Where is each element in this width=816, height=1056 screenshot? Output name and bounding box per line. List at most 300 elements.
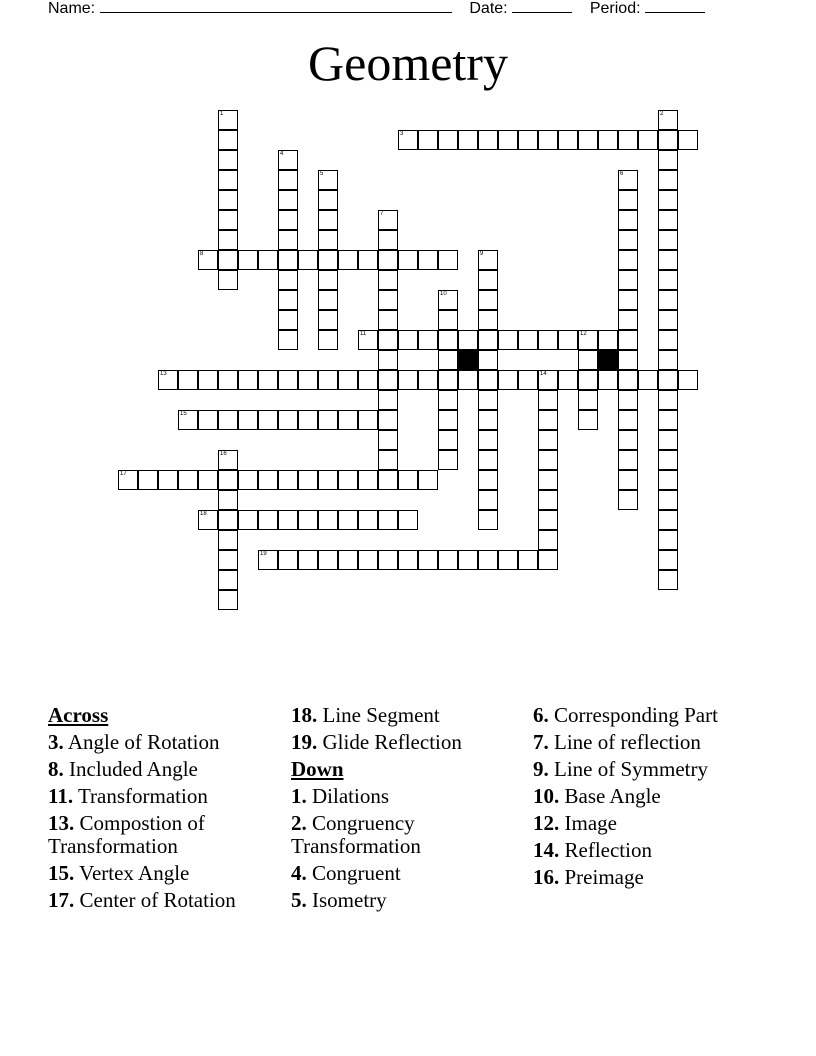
black-square: [598, 350, 618, 370]
crossword-cell[interactable]: [598, 130, 618, 150]
crossword-cell[interactable]: [198, 370, 218, 390]
clue-item-text: Base Angle: [564, 784, 661, 808]
crossword-cell[interactable]: [318, 210, 338, 230]
crossword-cell[interactable]: [318, 550, 338, 570]
crossword-cell[interactable]: [318, 230, 338, 250]
crossword-cell[interactable]: [318, 170, 338, 190]
crossword-cell[interactable]: [178, 470, 198, 490]
crossword-cell[interactable]: [618, 390, 638, 410]
crossword-cell[interactable]: [538, 470, 558, 490]
black-square: [458, 350, 478, 370]
crossword-cell[interactable]: [618, 470, 638, 490]
clue-item-number: 13.: [48, 811, 75, 835]
crossword-cell[interactable]: [658, 330, 678, 350]
crossword-cell[interactable]: [538, 370, 558, 390]
crossword-cell[interactable]: [438, 250, 458, 270]
crossword-cell[interactable]: [238, 370, 258, 390]
crossword-cell[interactable]: [478, 290, 498, 310]
clue-item: [291, 889, 516, 912]
crossword-cell[interactable]: [438, 410, 458, 430]
crossword-cell[interactable]: [298, 250, 318, 270]
crossword-cell[interactable]: [318, 310, 338, 330]
down-heading: Down: [291, 757, 344, 781]
crossword-cell[interactable]: [278, 410, 298, 430]
crossword-cell[interactable]: [358, 410, 378, 430]
crossword-cell[interactable]: [438, 130, 458, 150]
crossword-cell[interactable]: [578, 130, 598, 150]
crossword-cell[interactable]: [658, 550, 678, 570]
clue-item-number: 17.: [48, 888, 75, 912]
clue-number: 7: [380, 211, 384, 217]
crossword-cell[interactable]: [358, 470, 378, 490]
clue-number: 10: [440, 291, 447, 297]
crossword-cell[interactable]: [478, 550, 498, 570]
crossword-cell[interactable]: [138, 470, 158, 490]
crossword-cell[interactable]: [218, 470, 238, 490]
crossword-cell[interactable]: [378, 290, 398, 310]
crossword-cell[interactable]: [618, 450, 638, 470]
crossword-cell[interactable]: [398, 470, 418, 490]
crossword-cell[interactable]: [218, 170, 238, 190]
crossword-cell[interactable]: [478, 270, 498, 290]
crossword-cell[interactable]: [358, 250, 378, 270]
crossword-cell[interactable]: [258, 550, 278, 570]
crossword-cell[interactable]: [618, 210, 638, 230]
crossword-cell[interactable]: [638, 370, 658, 390]
crossword-cell[interactable]: [238, 410, 258, 430]
crossword-cell[interactable]: [658, 210, 678, 230]
crossword-cell[interactable]: [438, 350, 458, 370]
crossword-cell[interactable]: [658, 490, 678, 510]
crossword-cell[interactable]: [278, 290, 298, 310]
crossword-cell[interactable]: [658, 450, 678, 470]
crossword-cell[interactable]: [258, 250, 278, 270]
crossword-cell[interactable]: [198, 250, 218, 270]
crossword-cell[interactable]: [338, 370, 358, 390]
clue-number: 11: [360, 331, 367, 337]
crossword-cell[interactable]: [478, 330, 498, 350]
clue-item: [48, 758, 273, 781]
crossword-cell[interactable]: [318, 270, 338, 290]
crossword-cell[interactable]: [378, 270, 398, 290]
crossword-cell[interactable]: [398, 250, 418, 270]
crossword-cell[interactable]: [538, 450, 558, 470]
crossword-cell[interactable]: [658, 430, 678, 450]
crossword-cell[interactable]: [618, 130, 638, 150]
crossword-cell[interactable]: [658, 150, 678, 170]
clue-number: 9: [480, 251, 484, 257]
clue-number: 17: [120, 471, 127, 477]
crossword-cell[interactable]: [498, 370, 518, 390]
clue-item-number: 10.: [533, 784, 560, 808]
crossword-cell[interactable]: [658, 130, 678, 150]
clue-item-text: Preimage: [564, 865, 644, 889]
crossword-cell[interactable]: [258, 370, 278, 390]
clue-number: 4: [280, 151, 284, 157]
clue-item: [291, 812, 516, 858]
crossword-cell[interactable]: [538, 530, 558, 550]
crossword-cell[interactable]: [478, 310, 498, 330]
crossword-cell[interactable]: [618, 330, 638, 350]
crossword-cell[interactable]: [198, 410, 218, 430]
clue-number: 13: [160, 371, 167, 377]
crossword-cell[interactable]: [378, 430, 398, 450]
clue-number: 3: [400, 131, 404, 137]
date-label: Date:: [469, 0, 508, 17]
clue-item-number: 15.: [48, 861, 75, 885]
crossword-cell[interactable]: [538, 510, 558, 530]
crossword-cell[interactable]: [218, 550, 238, 570]
crossword-cell[interactable]: [338, 470, 358, 490]
clue-item: [48, 889, 273, 912]
crossword-cell[interactable]: [618, 490, 638, 510]
crossword-cell[interactable]: [438, 330, 458, 350]
crossword-cell[interactable]: [478, 510, 498, 530]
crossword-cell[interactable]: [598, 370, 618, 390]
crossword-cell[interactable]: [358, 330, 378, 350]
clue-item-number: 8.: [48, 757, 64, 781]
clue-number: 16: [220, 451, 227, 457]
crossword-cell[interactable]: [198, 510, 218, 530]
clue-number: 2: [660, 111, 664, 117]
clue-item-number: 7.: [533, 730, 549, 754]
crossword-cell[interactable]: [618, 350, 638, 370]
crossword-cell[interactable]: [618, 190, 638, 210]
crossword-cell[interactable]: [478, 390, 498, 410]
clue-item-number: 6.: [533, 703, 549, 727]
crossword-cell[interactable]: [178, 410, 198, 430]
crossword-cell[interactable]: [418, 250, 438, 270]
crossword-cell[interactable]: [218, 490, 238, 510]
crossword-cell[interactable]: [378, 450, 398, 470]
crossword-cell[interactable]: [318, 250, 338, 270]
crossword-cell[interactable]: [278, 250, 298, 270]
crossword-cell[interactable]: [218, 570, 238, 590]
crossword-cell[interactable]: [278, 370, 298, 390]
crossword-cell[interactable]: [118, 470, 138, 490]
crossword-cell[interactable]: [338, 410, 358, 430]
crossword-cell[interactable]: [538, 330, 558, 350]
crossword-cell[interactable]: [358, 550, 378, 570]
clue-item: [533, 839, 773, 862]
crossword-cell[interactable]: [278, 310, 298, 330]
clue-item-text: Transformation: [77, 784, 208, 808]
crossword-cell[interactable]: [318, 410, 338, 430]
crossword-cell[interactable]: [558, 130, 578, 150]
crossword-cell[interactable]: [498, 330, 518, 350]
clue-item: [48, 812, 273, 858]
crossword-cell[interactable]: [478, 430, 498, 450]
page-title: Geometry: [308, 35, 508, 91]
clue-item: [48, 731, 273, 754]
crossword-cell[interactable]: [278, 470, 298, 490]
crossword-cell[interactable]: [378, 550, 398, 570]
crossword-cell[interactable]: [158, 370, 178, 390]
crossword-cell[interactable]: [338, 550, 358, 570]
crossword-cell[interactable]: [678, 370, 698, 390]
crossword-cell[interactable]: [618, 170, 638, 190]
crossword-cell[interactable]: [658, 170, 678, 190]
crossword-cell[interactable]: [378, 370, 398, 390]
crossword-cell[interactable]: [238, 470, 258, 490]
crossword-cell[interactable]: [318, 470, 338, 490]
crossword-cell[interactable]: [658, 230, 678, 250]
crossword-cell[interactable]: [558, 370, 578, 390]
crossword-cell[interactable]: [498, 130, 518, 150]
crossword-cell[interactable]: [498, 550, 518, 570]
crossword-cell[interactable]: [538, 410, 558, 430]
clue-item-number: 1.: [291, 784, 307, 808]
crossword-cell[interactable]: [658, 410, 678, 430]
crossword-cell[interactable]: [558, 330, 578, 350]
crossword-cell[interactable]: [278, 550, 298, 570]
clue-item-text: Congruent: [312, 861, 401, 885]
clue-item: [48, 785, 273, 808]
clue-number: 6: [620, 171, 624, 177]
clue-item-text: Line of reflection: [554, 730, 701, 754]
crossword-cell[interactable]: [218, 210, 238, 230]
crossword-cell[interactable]: [518, 330, 538, 350]
crossword-cell[interactable]: [418, 470, 438, 490]
crossword-cell[interactable]: [618, 270, 638, 290]
crossword-cell[interactable]: [158, 470, 178, 490]
crossword-cell[interactable]: [278, 210, 298, 230]
period-label: Period:: [589, 0, 641, 17]
crossword-cell[interactable]: [618, 230, 638, 250]
crossword-cell[interactable]: [478, 250, 498, 270]
crossword-cell[interactable]: [398, 330, 418, 350]
crossword-cell[interactable]: [658, 370, 678, 390]
clue-column: [291, 704, 516, 916]
clue-item: [533, 785, 773, 808]
crossword-cell[interactable]: [478, 410, 498, 430]
clue-item-text: Center of Rotation: [79, 888, 236, 912]
crossword-cell[interactable]: [318, 370, 338, 390]
crossword-cell[interactable]: [478, 130, 498, 150]
crossword-cell[interactable]: [518, 550, 538, 570]
crossword-cell[interactable]: [458, 550, 478, 570]
crossword-cell[interactable]: [658, 190, 678, 210]
crossword-cell[interactable]: [278, 330, 298, 350]
crossword-cell[interactable]: [578, 390, 598, 410]
crossword-cell[interactable]: [318, 330, 338, 350]
clue-column: [48, 704, 273, 916]
clue-item: [533, 812, 773, 835]
crossword-cell[interactable]: [678, 130, 698, 150]
crossword-cell[interactable]: [218, 130, 238, 150]
crossword-cell[interactable]: [438, 370, 458, 390]
crossword-cell[interactable]: [618, 310, 638, 330]
clue-item-text: Dilations: [312, 784, 389, 808]
crossword-cell[interactable]: [398, 130, 418, 150]
crossword-cell[interactable]: [398, 550, 418, 570]
crossword-cell[interactable]: [318, 510, 338, 530]
clue-item-number: 5.: [291, 888, 307, 912]
crossword-cell[interactable]: [478, 370, 498, 390]
crossword-cell[interactable]: [378, 230, 398, 250]
crossword-cell[interactable]: [218, 450, 238, 470]
crossword-cell[interactable]: [438, 550, 458, 570]
crossword-cell[interactable]: [358, 370, 378, 390]
crossword-cell[interactable]: [378, 510, 398, 530]
clue-item-number: 12.: [533, 811, 560, 835]
crossword-cell[interactable]: [418, 550, 438, 570]
crossword-cell[interactable]: [298, 370, 318, 390]
crossword-cell[interactable]: [278, 270, 298, 290]
clue-item-text: Included Angle: [69, 757, 198, 781]
crossword-cell[interactable]: [218, 110, 238, 130]
crossword-cell[interactable]: [258, 470, 278, 490]
crossword-cell[interactable]: [658, 290, 678, 310]
crossword-cell[interactable]: [378, 410, 398, 430]
crossword-cell[interactable]: [658, 510, 678, 530]
crossword-cell[interactable]: [398, 370, 418, 390]
crossword-cell[interactable]: [518, 370, 538, 390]
crossword-cell[interactable]: [218, 250, 238, 270]
crossword-cell[interactable]: [178, 370, 198, 390]
crossword-cell[interactable]: [618, 410, 638, 430]
crossword-cell[interactable]: [298, 470, 318, 490]
crossword-cell[interactable]: [278, 150, 298, 170]
crossword-cell[interactable]: [578, 330, 598, 350]
crossword-cell[interactable]: [378, 250, 398, 270]
clue-item: [533, 866, 773, 889]
crossword-cell[interactable]: [378, 310, 398, 330]
crossword-cell[interactable]: [658, 390, 678, 410]
crossword-cell[interactable]: [618, 430, 638, 450]
crossword-cell[interactable]: [578, 350, 598, 370]
crossword-cell[interactable]: [618, 250, 638, 270]
crossword-cell[interactable]: [478, 350, 498, 370]
crossword-cell[interactable]: [218, 590, 238, 610]
crossword-cell[interactable]: [298, 510, 318, 530]
clue-item-number: 19.: [291, 730, 318, 754]
clue-number: 18: [200, 511, 207, 517]
crossword-cell[interactable]: [538, 130, 558, 150]
crossword-cell[interactable]: [218, 190, 238, 210]
crossword-cell[interactable]: [598, 330, 618, 350]
clue-item: [533, 731, 773, 754]
clue-item-text: Corresponding Part: [554, 703, 718, 727]
crossword-cell[interactable]: [458, 370, 478, 390]
crossword-cell[interactable]: [398, 510, 418, 530]
crossword-cell[interactable]: [478, 470, 498, 490]
crossword-cell[interactable]: [618, 290, 638, 310]
clue-number: 15: [180, 411, 187, 417]
crossword-cell[interactable]: [298, 550, 318, 570]
crossword-cell[interactable]: [378, 470, 398, 490]
crossword-cell[interactable]: [278, 190, 298, 210]
crossword-cell[interactable]: [358, 510, 378, 530]
crossword-cell[interactable]: [658, 350, 678, 370]
crossword-cell[interactable]: [378, 350, 398, 370]
crossword-cell[interactable]: [298, 410, 318, 430]
crossword-cell[interactable]: [238, 250, 258, 270]
crossword-cell[interactable]: [218, 150, 238, 170]
crossword-cell[interactable]: [218, 530, 238, 550]
clue-number: 1: [220, 111, 224, 117]
clue-item-number: 16.: [533, 865, 560, 889]
crossword-cell[interactable]: [438, 390, 458, 410]
crossword-cell[interactable]: [478, 490, 498, 510]
clue-item-number: 14.: [533, 838, 560, 862]
crossword-cell[interactable]: [418, 130, 438, 150]
crossword-cell[interactable]: [418, 330, 438, 350]
clue-number: 12: [580, 331, 587, 337]
crossword-cell[interactable]: [278, 510, 298, 530]
crossword-cell[interactable]: [438, 450, 458, 470]
crossword-cell[interactable]: [278, 230, 298, 250]
crossword-cell[interactable]: [658, 270, 678, 290]
crossword-cell[interactable]: [538, 490, 558, 510]
crossword-cell[interactable]: [518, 130, 538, 150]
crossword-cell[interactable]: [378, 210, 398, 230]
crossword-cell[interactable]: [418, 370, 438, 390]
clue-item: [533, 758, 773, 781]
clue-item: [48, 862, 273, 885]
crossword-cell[interactable]: [218, 270, 238, 290]
crossword-cell[interactable]: [458, 330, 478, 350]
clue-item: [291, 862, 516, 885]
crossword-cell[interactable]: [238, 510, 258, 530]
crossword-cell[interactable]: [658, 470, 678, 490]
crossword-cell[interactable]: [338, 510, 358, 530]
crossword-cell[interactable]: [578, 410, 598, 430]
crossword-cell[interactable]: [198, 470, 218, 490]
clue-item: [291, 731, 516, 754]
clue-item-text: Compostion of Transformation: [48, 811, 205, 858]
clue-item-text: Isometry: [312, 888, 387, 912]
crossword-cell[interactable]: [438, 290, 458, 310]
clue-item-number: 11.: [48, 784, 74, 808]
crossword-cell[interactable]: [478, 450, 498, 470]
crossword-cell[interactable]: [218, 370, 238, 390]
crossword-cell[interactable]: [338, 250, 358, 270]
clue-item-number: 2.: [291, 811, 307, 835]
crossword-cell[interactable]: [218, 230, 238, 250]
crossword-cell[interactable]: [378, 330, 398, 350]
crossword-cell[interactable]: [378, 390, 398, 410]
crossword-cell[interactable]: [258, 410, 278, 430]
crossword-cell[interactable]: [278, 170, 298, 190]
crossword-cell[interactable]: [538, 550, 558, 570]
crossword-cell[interactable]: [318, 290, 338, 310]
crossword-cell[interactable]: [218, 510, 238, 530]
crossword-cell[interactable]: [218, 410, 238, 430]
crossword-cell[interactable]: [658, 250, 678, 270]
crossword-cell[interactable]: [658, 110, 678, 130]
crossword-cell[interactable]: [538, 390, 558, 410]
crossword-cell[interactable]: [638, 130, 658, 150]
crossword-cell[interactable]: [578, 370, 598, 390]
crossword-cell[interactable]: [458, 130, 478, 150]
clue-item-number: 9.: [533, 757, 549, 781]
crossword-cell[interactable]: [538, 430, 558, 450]
clue-item-text: Line Segment: [322, 703, 440, 727]
crossword-cell[interactable]: [438, 310, 458, 330]
across-heading: Across: [48, 703, 109, 727]
clue-item: [291, 704, 516, 727]
crossword-cell[interactable]: [658, 310, 678, 330]
crossword-cell[interactable]: [318, 190, 338, 210]
crossword-cell[interactable]: [658, 570, 678, 590]
crossword-cell[interactable]: [438, 430, 458, 450]
clue-number: 19: [260, 551, 267, 557]
crossword-cell[interactable]: [658, 530, 678, 550]
crossword-cell[interactable]: [258, 510, 278, 530]
clue-item-number: 4.: [291, 861, 307, 885]
crossword-cell[interactable]: [618, 370, 638, 390]
